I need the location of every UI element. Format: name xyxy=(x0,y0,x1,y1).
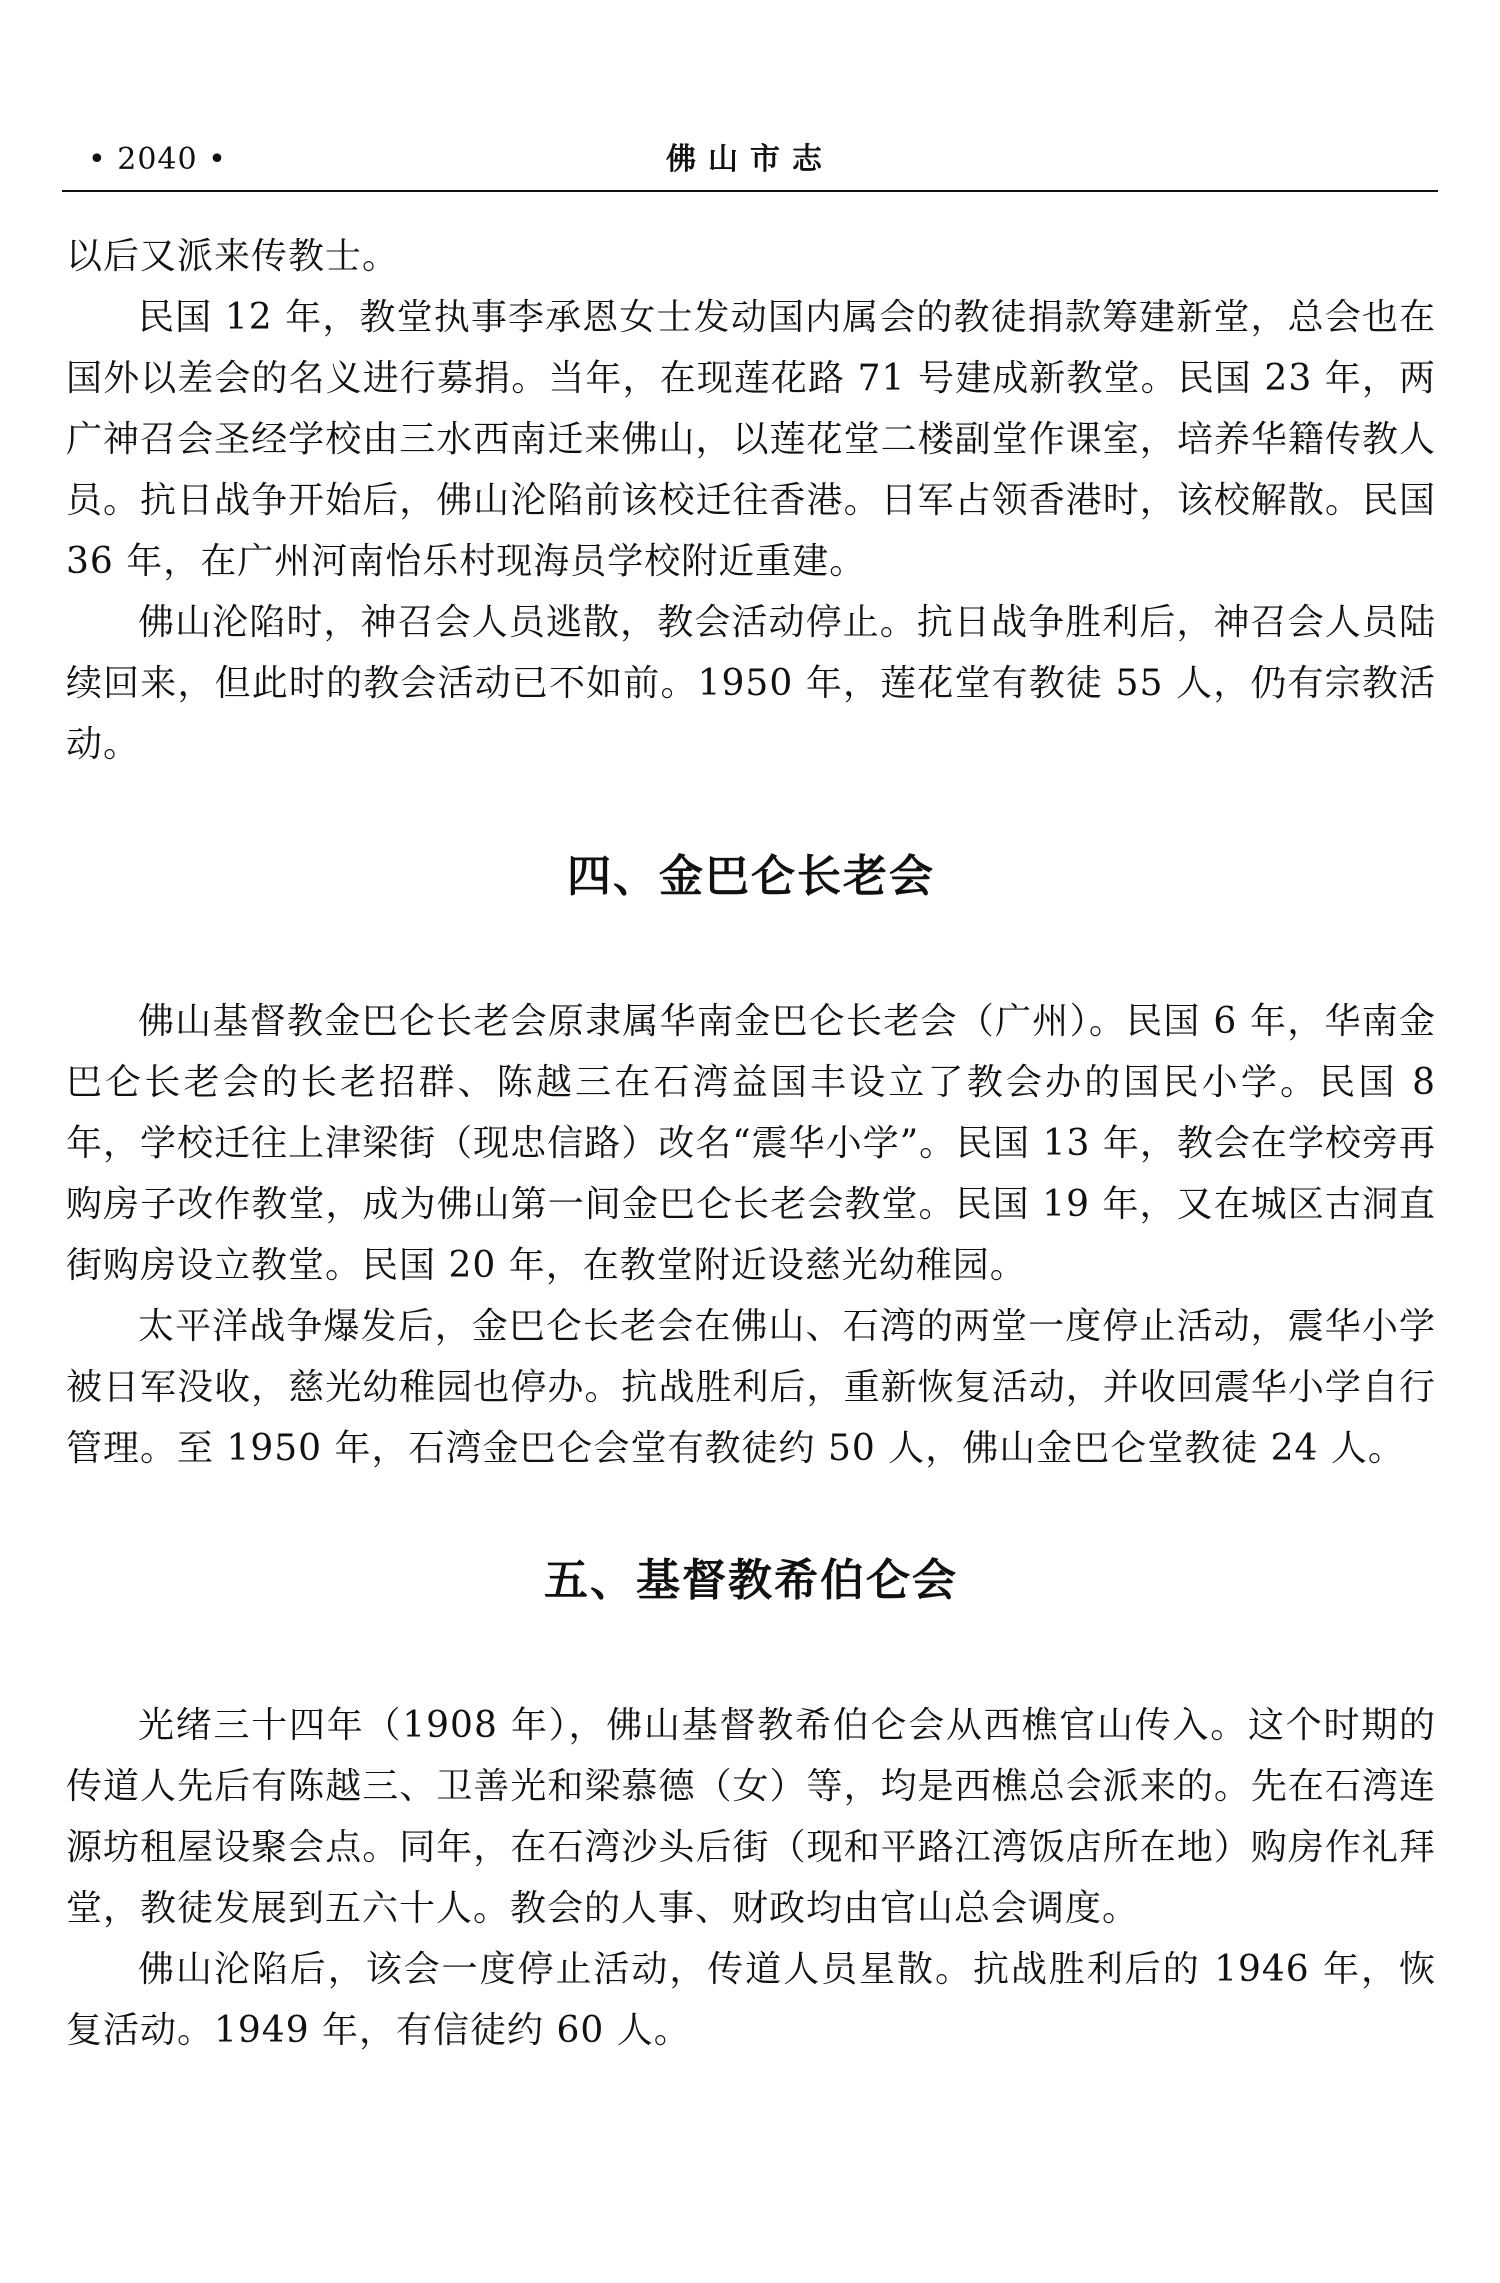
section-heading-5: 五、基督教希伯仑会 xyxy=(544,1555,958,1606)
paragraph: 太平洋战争爆发后，金巴仑长老会在佛山、石湾的两堂一度停止活动，震华小学被日军没收，慈光幼稚园也停办。抗战胜利后，重新恢复活动，并收回震华小学自行管理。至 1950 年，石湾金巴仑会堂有教徒约 50 人，佛山金巴仑堂教徒 24 人。 xyxy=(66,1306,1436,1469)
paragraph: 民国 12 年，教堂执事李承恩女士发动国内属会的教徒捐款筹建新堂，总会也在国外以差会的名义进行募捐。当年，在现莲花路 71 号建成新教堂。民国 23 年，两广神召会圣经学校由三水西南迁来佛山，以莲花堂二楼副堂作课室，培养华籍传教人员。抗日战争开始后，佛山沦陷前该校迁往香港。日军占领香港时，该校解散。民国 36 年，在广州河南怡乐村现海员学校附近重建。 xyxy=(66,297,1436,582)
book-title: 佛山市志 xyxy=(666,142,834,177)
section-heading-4: 四、金巴仑长老会 xyxy=(567,851,935,902)
paragraph: 光绪三十四年（1908 年），佛山基督教希伯仑会从西樵官山传入。这个时期的传道人先后有陈越三、卫善光和梁慕德（女）等，均是西樵总会派来的。先在石湾连源坊租屋设聚会点。同年，在石湾沙头后街（现和平路江湾饭店所在地）购房作礼拜堂，教徒发展到五六十人。教会的人事、财政均由官山总会调度。 xyxy=(66,1705,1436,1929)
header-rule xyxy=(62,190,1438,192)
paragraph: 佛山沦陷后，该会一度停止活动，传道人员星散。抗战胜利后的 1946 年，恢复活动。1949 年，有信徒约 60 人。 xyxy=(66,1949,1436,2051)
page-number: • 2040 • xyxy=(88,142,227,177)
page-body xyxy=(66,226,1436,2061)
running-header xyxy=(62,140,1438,192)
paragraph: 佛山沦陷时，神召会人员逃散，教会活动停止。抗日战争胜利后，神召会人员陆续回来，但此时的教会活动已不如前。1950 年，莲花堂有教徒 55 人，仍有宗教活动。 xyxy=(66,602,1436,765)
paragraph-continuation: 以后又派来传教士。 xyxy=(66,236,400,277)
paragraph: 佛山基督教金巴仑长老会原隶属华南金巴仑长老会（广州）。民国 6 年，华南金巴仑长老会的长老招群、陈越三在石湾益国丰设立了教会办的国民小学。民国 8 年，学校迁往上津梁街（现忠信路）改名“震华小学”。民国 13 年，教会在学校旁再购房子改作教堂，成为佛山第一间金巴仑长老会教堂。民国 19 年，又在城区古洞直街购房设立教堂。民国 20 年，在教堂附近设慈光幼稚园。 xyxy=(66,1001,1436,1286)
